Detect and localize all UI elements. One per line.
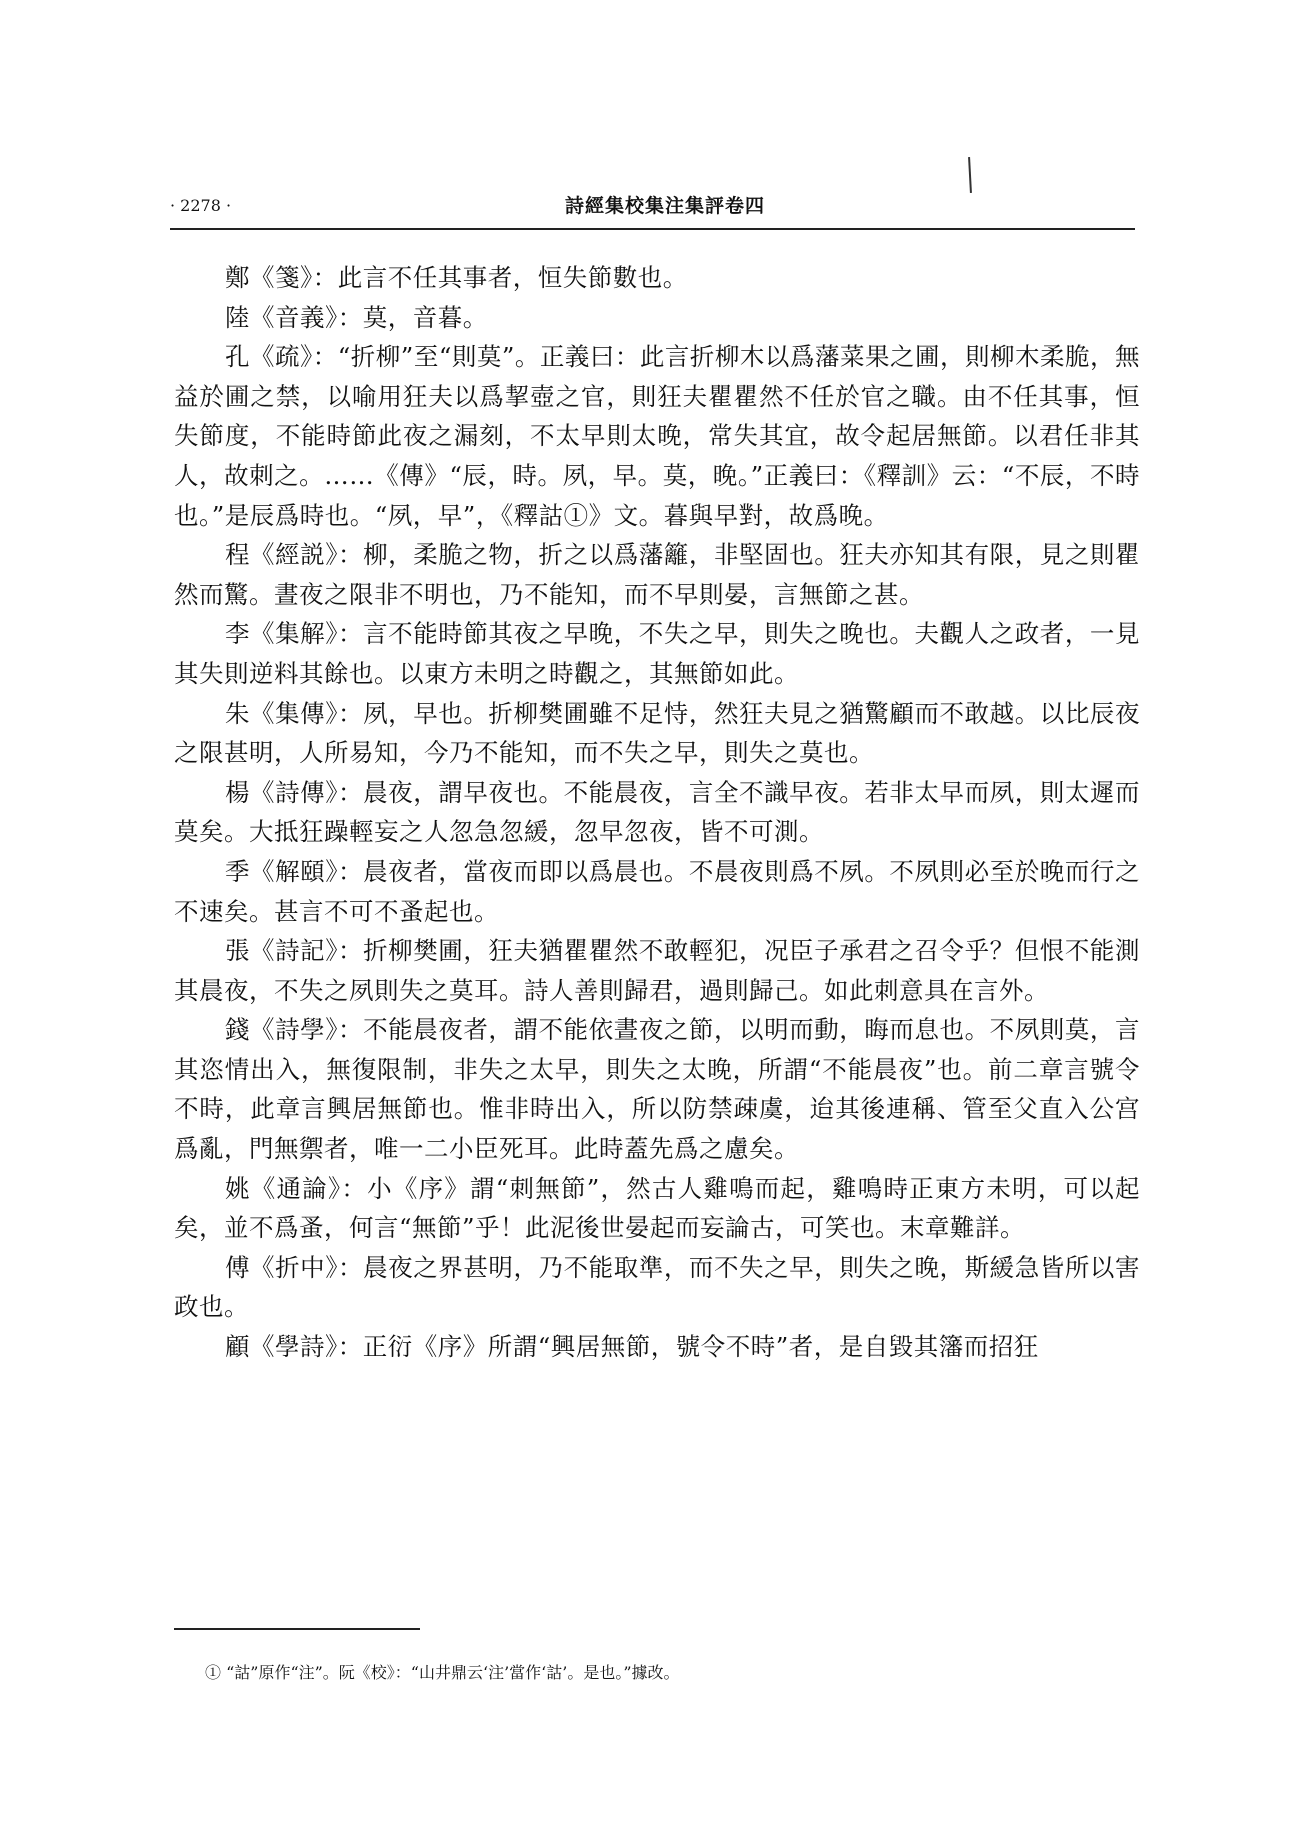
paragraph-li-jijie: 李《集解》：言不能時節其夜之早晚，不失之早，則失之晚也。夫觀人之政者，一見其失則逆料其餘也。以東方未明之時觀之，其無節如此。 xyxy=(174,619,1140,688)
page-header xyxy=(170,189,1135,223)
paragraph-cheng-jingshuo: 程《經説》：柳，柔脆之物，折之以爲藩籬，非堅固也。狂夫亦知其有限，見之則瞿然而驚。晝夜之限非不明也，乃不能知，而不早則晏，言無節之甚。 xyxy=(174,540,1140,609)
paragraph-yang-shizhuan: 楊《詩傳》：晨夜，謂早夜也。不能晨夜，言全不識早夜。若非太早而夙，則太遲而莫矣。大抵狂躁輕妄之人忽急忽緩，忽早忽夜，皆不可測。 xyxy=(174,777,1140,847)
header-rule xyxy=(170,228,1135,230)
paragraph-yao-tonglun: 姚《通論》：小《序》謂“刺無節”，然古人雞鳴而起，雞鳴時正東方未明，可以起矣，並不爲蚤，何言“無節”乎！此泥後世晏起而妄論古，可笑也。末章難詳。 xyxy=(174,1173,1140,1243)
paragraph-zhu-jizhuan: 朱《集傳》：夙，早也。折柳樊圃雖不足恃，然狂夫見之猶驚顧而不敢越。以比辰夜之限甚明，人所易知，今乃不能知，而不失之早，則失之莫也。 xyxy=(174,698,1140,768)
paragraph-fu-zhezhong: 傅《折中》：晨夜之界甚明，乃不能取準，而不失之早，則失之晚，斯緩急皆所以害政也。 xyxy=(174,1252,1140,1322)
paragraph-zheng-jian: 鄭《箋》：此言不任其事者，恒失節數也。 xyxy=(225,263,688,292)
footnote-rule xyxy=(174,1628,420,1630)
scan-mark xyxy=(968,157,972,193)
paragraph-zhang-shiji: 張《詩記》：折柳樊圃，狂夫猶瞿瞿然不敢輕犯，况臣子承君之召令乎？但恨不能測其晨夜，不失之夙則失之莫耳。詩人善則歸君，過則歸己。如此刺意具在言外。 xyxy=(174,936,1140,1005)
running-title: 詩經集校集注集評卷四 xyxy=(564,195,765,217)
paragraph-lu-yinyi: 陸《音義》：莫，音暮。 xyxy=(225,302,488,332)
paragraph-ji-jieyi: 季《解頤》：晨夜者，當夜而即以爲晨也。不晨夜則爲不夙。不夙則必至於晚而行之不速矣。甚言不可不蚤起也。 xyxy=(174,856,1140,926)
paragraph-gu-xueshi: 顧《學詩》：正衍《序》所謂“興居無節，號令不時”者，是自毀其籓而招狂 xyxy=(225,1332,1039,1362)
paragraph-qian-shixue: 錢《詩學》：不能晨夜者，謂不能依晝夜之節，以明而動，晦而息也。不夙則莫，言其恣情出入，無復限制，非失之太早，則失之太晚，所謂“不能晨夜”也。前二章言號令不時，此章言興居無節也。惟非時出入，所以防禁疎虞，迨其後連稱、管至父直入公宫爲亂，門無禦者，唯一二小臣死耳。此時蓋先爲之慮矣。 xyxy=(174,1015,1140,1164)
paragraph-kong-shu: 孔《疏》：“折柳”至“則莫”。正義曰：此言折柳木以爲藩菜果之圃，則柳木柔脆，無益於圃之禁，以喻用狂夫以爲挈壺之官，則狂夫瞿瞿然不任於官之職。由不任其事，恒失節度，不能時節此夜之漏刻，不太早則太晚，常失其宜，故令起居無節。以君任非其人，故刺之。……《傳》“辰，時。夙，早。莫，晚。”正義曰：《釋訓》云：“不辰，不時也。”是辰爲時也。“夙，早”，《釋詁①》文。暮與早對，故爲晚。 xyxy=(174,342,1140,530)
footnote: ① “詁”原作“注”。阮《校》：“山井鼎云‘注’當作‘詁’。是也。”據改。 xyxy=(205,1663,680,1682)
page-number: · 2278 · xyxy=(170,196,232,215)
body-text xyxy=(174,258,1140,1367)
